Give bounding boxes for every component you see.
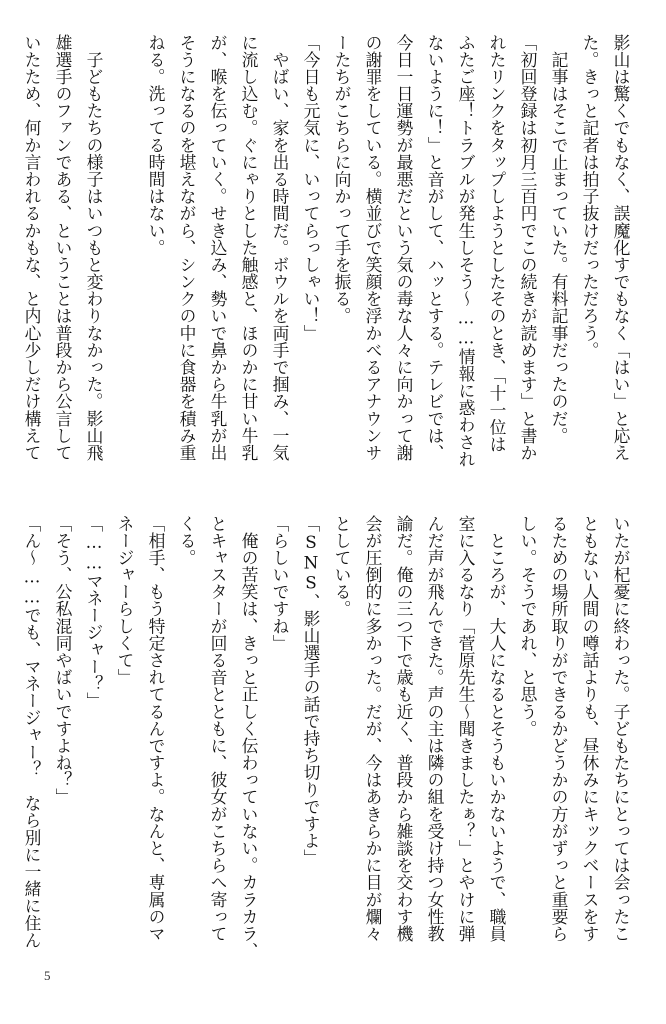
text-line: そうになるのを堪えながら、シンクの中に食器を積み重 <box>177 34 197 462</box>
text-line: やばい、家を出る時間だ。ボウルを両手で掴み、一気 <box>270 34 290 462</box>
text-line: ともない人間の噂話よりも、昼休みにキックベースをす <box>580 515 600 943</box>
text-line: れたリンクをタップしようとしたそのとき、「十一位は <box>487 34 507 453</box>
text-line: 「SNS、影山選手の話で持ち切りですよ」 <box>301 515 321 867</box>
text-line: 「初回登録は初月三百円でこの続きが読めます」と書か <box>518 34 538 462</box>
text-line: んだ声が飛んできた。声の主は隣の組を受け持つ女性教 <box>425 515 445 943</box>
text-line: 記事はそこで止まっていた。有料記事だったのだ。 <box>549 34 569 445</box>
text-line: ねる。洗ってる時間はない。 <box>146 34 166 257</box>
text-line: いたため、何か言われるかもな、と内心少しだけ構えて <box>22 34 42 462</box>
text-line: 諭だ。俺の三つ下で歳も近く、普段から雑談を交わす機 <box>394 515 414 943</box>
text-line: ところが、大人になるとそうもいかないようで、職員 <box>487 515 507 943</box>
text-line: くる。 <box>177 515 197 567</box>
text-line <box>109 34 140 472</box>
text-line: 「そう、公私混同やばいですよね？」 <box>53 515 73 806</box>
bottom-text-block <box>22 515 636 960</box>
text-line: 影山は驚くでもなく、誤魔化すでもなく「はい」と応え <box>611 34 631 462</box>
text-line: ーたちがこちらに向かって手を振る。 <box>332 34 352 325</box>
text-line: るための場所取りができるかどうかの方がずっと重要ら <box>549 515 569 943</box>
text-line: ないように！」と音がして、ハッとする。テレビでは、 <box>425 34 445 462</box>
text-line: 「……マネージャー？」 <box>84 515 104 710</box>
text-line: としている。 <box>332 515 352 618</box>
page-number: 5 <box>44 968 51 983</box>
text-line: 「ん〜……でも、マネージャー？ なら別に一緒に住ん <box>22 515 42 949</box>
text-line: 今日一日運勢が最悪だという気の毒な人々に向かって謝 <box>394 34 414 462</box>
text-line: 子どもたちの様子はいつもと変わりなかった。影山飛 <box>84 34 104 462</box>
text-line: ふたご座！トラブルが発生しそう〜……情報に惑わされ <box>456 34 476 468</box>
top-text-block <box>22 34 636 472</box>
text-line: 会が圧倒的に多かった。だが、今はあきらかに目が爛々 <box>363 515 383 943</box>
text-line: 室に入るなり「菅原先生〜聞きましたぁ？」とやけに弾 <box>456 515 476 943</box>
text-line: た。きっと記者は拍子抜けだっただろう。 <box>580 34 600 359</box>
text-line: いたが杞憂に終わった。子どもたちにとっては会ったこ <box>611 515 631 943</box>
text-line: ネージャーらしくて」 <box>115 515 135 686</box>
text-line: が、喉を伝っていく。せき込み、勢いで鼻から牛乳が出 <box>208 34 228 462</box>
text-line: 「今日も元気に、いってらっしゃい！」 <box>301 34 321 342</box>
text-line: 「らしいですね」 <box>270 515 290 652</box>
text-line: に流し込む。ぐにゃりとした触感と、ほのかに甘い牛乳 <box>239 34 259 462</box>
text-line: の謝罪をしている。横並びで笑顔を浮かべるアナウンサ <box>363 34 383 462</box>
text-line: 「相手、もう特定されてるんですよ。なんと、専属のマ <box>146 515 166 943</box>
text-line: とキャスターが回る音とともに、彼女がこちらへ寄って <box>208 515 228 943</box>
text-line: 雄選手のファンである、ということは普段から公言して <box>53 34 73 462</box>
text-line: しい。そうであれ、と思う。 <box>518 515 538 738</box>
text-line: 俺の苦笑は、きっと正しく伝わっていない。カラカラ、 <box>239 515 259 960</box>
